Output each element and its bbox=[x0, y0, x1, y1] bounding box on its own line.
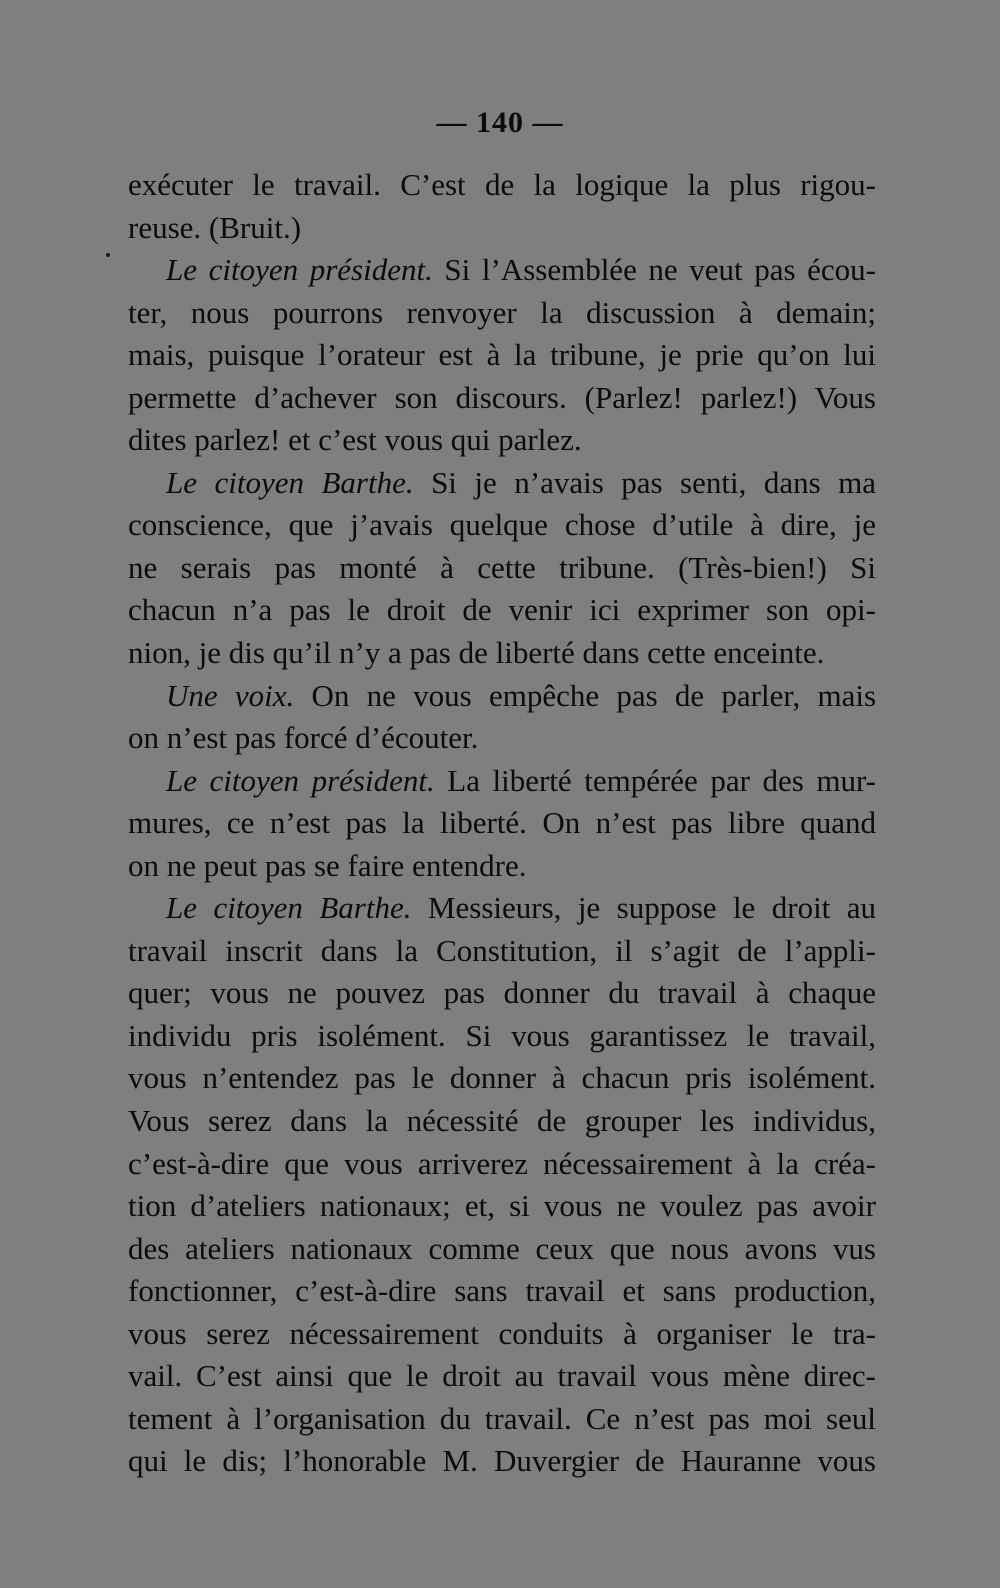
line-text: on n’est pas forcé d’écouter. bbox=[128, 720, 479, 756]
text-line bbox=[128, 760, 876, 803]
line-text: ne serais pas monté à cette tribune. (Très-bien!) Si bbox=[128, 549, 876, 585]
text-line bbox=[128, 292, 876, 335]
text-line bbox=[128, 334, 876, 377]
line-text: nion, je dis qu’il n’y a pas de liberté dans cette enceinte. bbox=[128, 635, 825, 671]
text-line bbox=[128, 589, 876, 632]
text-line bbox=[128, 1355, 876, 1398]
text-line bbox=[128, 972, 876, 1015]
line-text: individu pris isolément. Si vous garantissez le travail, bbox=[128, 1017, 876, 1053]
text-line bbox=[128, 207, 876, 250]
speaker-name: Le citoyen président. bbox=[166, 252, 433, 288]
line-text: La liberté tempérée par des mur- bbox=[434, 762, 876, 798]
text-line bbox=[128, 930, 876, 973]
text-line bbox=[128, 1313, 876, 1356]
text-line bbox=[128, 377, 876, 420]
line-text: reuse. (Bruit.) bbox=[128, 209, 302, 245]
text-line bbox=[128, 1270, 876, 1313]
text-line bbox=[128, 547, 876, 590]
line-text: dites parlez! et c’est vous qui parlez. bbox=[128, 422, 582, 458]
line-text: vous n’entendez pas le donner à chacun pris isolément. bbox=[128, 1060, 876, 1096]
text-line bbox=[128, 1440, 876, 1483]
speaker-name: Le citoyen Barthe. bbox=[166, 464, 414, 500]
line-text: exécuter le travail. C’est de la logique la plus rigou- bbox=[128, 167, 876, 202]
text-line bbox=[128, 1185, 876, 1228]
text-line bbox=[128, 249, 876, 292]
line-text: Vous serez dans la nécessité de grouper les individus, bbox=[128, 1103, 876, 1139]
line-text: mures, ce n’est pas la liberté. On n’est pas libre quand bbox=[128, 805, 876, 841]
text-line bbox=[128, 887, 876, 930]
line-text: chacun n’a pas le droit de venir ici exprimer son opi- bbox=[128, 592, 876, 628]
text-line bbox=[128, 632, 876, 675]
text-line bbox=[128, 845, 876, 888]
text-line bbox=[128, 419, 876, 462]
line-text: Messieurs, je suppose le droit au bbox=[411, 890, 876, 926]
line-text: permette d’achever son discours. (Parlez! parlez!) Vous bbox=[128, 379, 876, 415]
text-line bbox=[128, 1057, 876, 1100]
line-text: tion d’ateliers nationaux; et, si vous ne voulez pas avoir bbox=[128, 1188, 876, 1224]
line-text: vail. C’est ainsi que le droit au travail vous mène direc- bbox=[128, 1358, 876, 1394]
page-number: — 140 — bbox=[436, 106, 564, 139]
text-line bbox=[128, 675, 876, 718]
text-line bbox=[128, 164, 876, 207]
line-text: conscience, que j’avais quelque chose d’utile à dire, je bbox=[128, 507, 876, 543]
line-text: tement à l’organisation du travail. Ce n’est pas moi seul bbox=[128, 1400, 876, 1436]
line-text: on ne peut pas se faire entendre. bbox=[128, 847, 527, 883]
line-text: qui le dis; l’honorable M. Duvergier de Hauranne vous bbox=[128, 1443, 876, 1479]
line-text: Si je n’avais pas senti, dans ma bbox=[413, 464, 876, 500]
line-text: des ateliers nationaux comme ceux que nous avons vus bbox=[128, 1230, 876, 1266]
text-line bbox=[128, 717, 876, 760]
line-text: mais, puisque l’orateur est à la tribune, je prie qu’on lui bbox=[128, 337, 876, 373]
line-text: fonctionner, c’est-à-dire sans travail et sans production, bbox=[128, 1273, 876, 1309]
text-line bbox=[128, 1015, 876, 1058]
line-text: quer; vous ne pouvez pas donner du travail à chaque bbox=[128, 975, 876, 1011]
speaker-name: Le citoyen Barthe. bbox=[166, 890, 412, 926]
line-text: On ne vous empêche pas de parler, mais bbox=[294, 677, 877, 713]
text-line bbox=[128, 802, 876, 845]
body-text bbox=[128, 164, 876, 1483]
text-line bbox=[128, 1143, 876, 1186]
text-line bbox=[128, 1398, 876, 1441]
line-text: ter, nous pourrons renvoyer la discussion à demain; bbox=[128, 294, 876, 330]
speaker-name: Le citoyen président. bbox=[166, 762, 435, 798]
line-text: c’est-à-dire que vous arriverez nécessairement à la créa- bbox=[128, 1145, 876, 1181]
text-line bbox=[128, 504, 876, 547]
text-line bbox=[128, 1228, 876, 1271]
text-line bbox=[128, 1100, 876, 1143]
line-text: Si l’Assemblée ne veut pas écou- bbox=[432, 252, 876, 288]
line-text: vous serez nécessairement conduits à organiser le tra- bbox=[128, 1315, 876, 1351]
line-text: travail inscrit dans la Constitution, il s’agit de l’appli- bbox=[128, 932, 876, 968]
stray-ink-mark bbox=[106, 253, 110, 257]
text-line bbox=[128, 462, 876, 505]
speaker-name: Une voix. bbox=[166, 677, 295, 713]
